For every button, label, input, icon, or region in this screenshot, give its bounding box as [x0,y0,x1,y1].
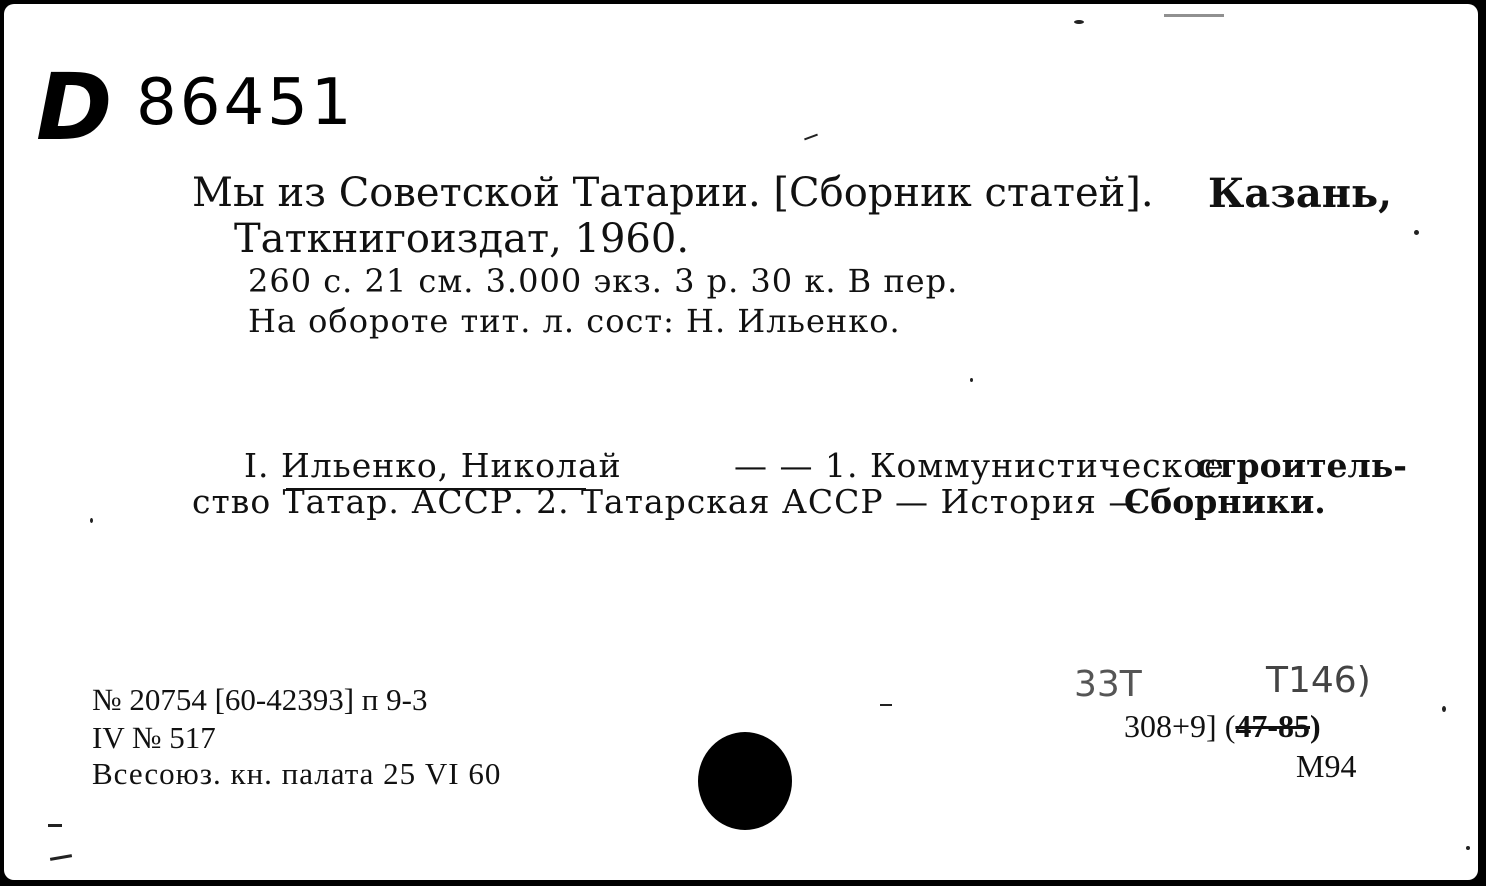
tracing-added-entry: I. Ильенко, Николай [244,446,622,485]
chamber-stamp: Всесоюз. кн. палата 25 VI 60 [92,756,502,791]
ink-smudge [1164,14,1224,17]
shelf-mark: М94 [1296,748,1357,784]
punch-hole [698,732,792,830]
price-line [1124,708,1321,745]
call-letter: D [36,54,113,161]
ink-speck [1414,230,1419,235]
ink-speck [1466,846,1470,850]
call-number: 86451 [136,66,355,140]
ink-speck [1442,706,1446,712]
ink-dash [880,704,892,706]
tracing-subject-1-end: строитель- [1196,446,1407,485]
publisher-line: Таткнигоиздат, 1960. [234,216,690,262]
physical-description: 260 с. 21 см. 3.000 экз. 3 р. 30 к. В пер. [248,262,959,300]
series-number: IV № 517 [92,720,216,755]
ink-smudge [50,854,72,861]
registration-number: № 20754 [60-42393] п 9-3 [92,682,428,717]
price-part-b: ) [1310,708,1321,744]
handwritten-note-1: 33Т [1074,664,1142,705]
handwritten-note-2: Т146) [1266,660,1371,701]
tracing-subject-1: — — 1. Коммунистическое [734,446,1225,485]
ink-dash [804,134,818,141]
ink-speck [90,518,93,523]
ink-speck [1074,20,1084,24]
publication-city: Казань, [1208,170,1393,217]
tracing-subject-2: ство Татар. АССР. 2. Татарская АССР — История — [192,482,1143,521]
price-struck: 47-85 [1235,708,1311,744]
tracing-subject-2-end: Сборники. [1124,482,1326,521]
ink-smudge [48,824,62,827]
catalog-card [4,4,1478,880]
compiler-note: На обороте тит. л. сост: Н. Ильенко. [248,302,901,340]
ink-speck [970,378,973,382]
book-title: Мы из Советской Татарии. [Сборник статей]. [192,170,1154,216]
price-part-a: 308+9] ( [1124,708,1236,744]
